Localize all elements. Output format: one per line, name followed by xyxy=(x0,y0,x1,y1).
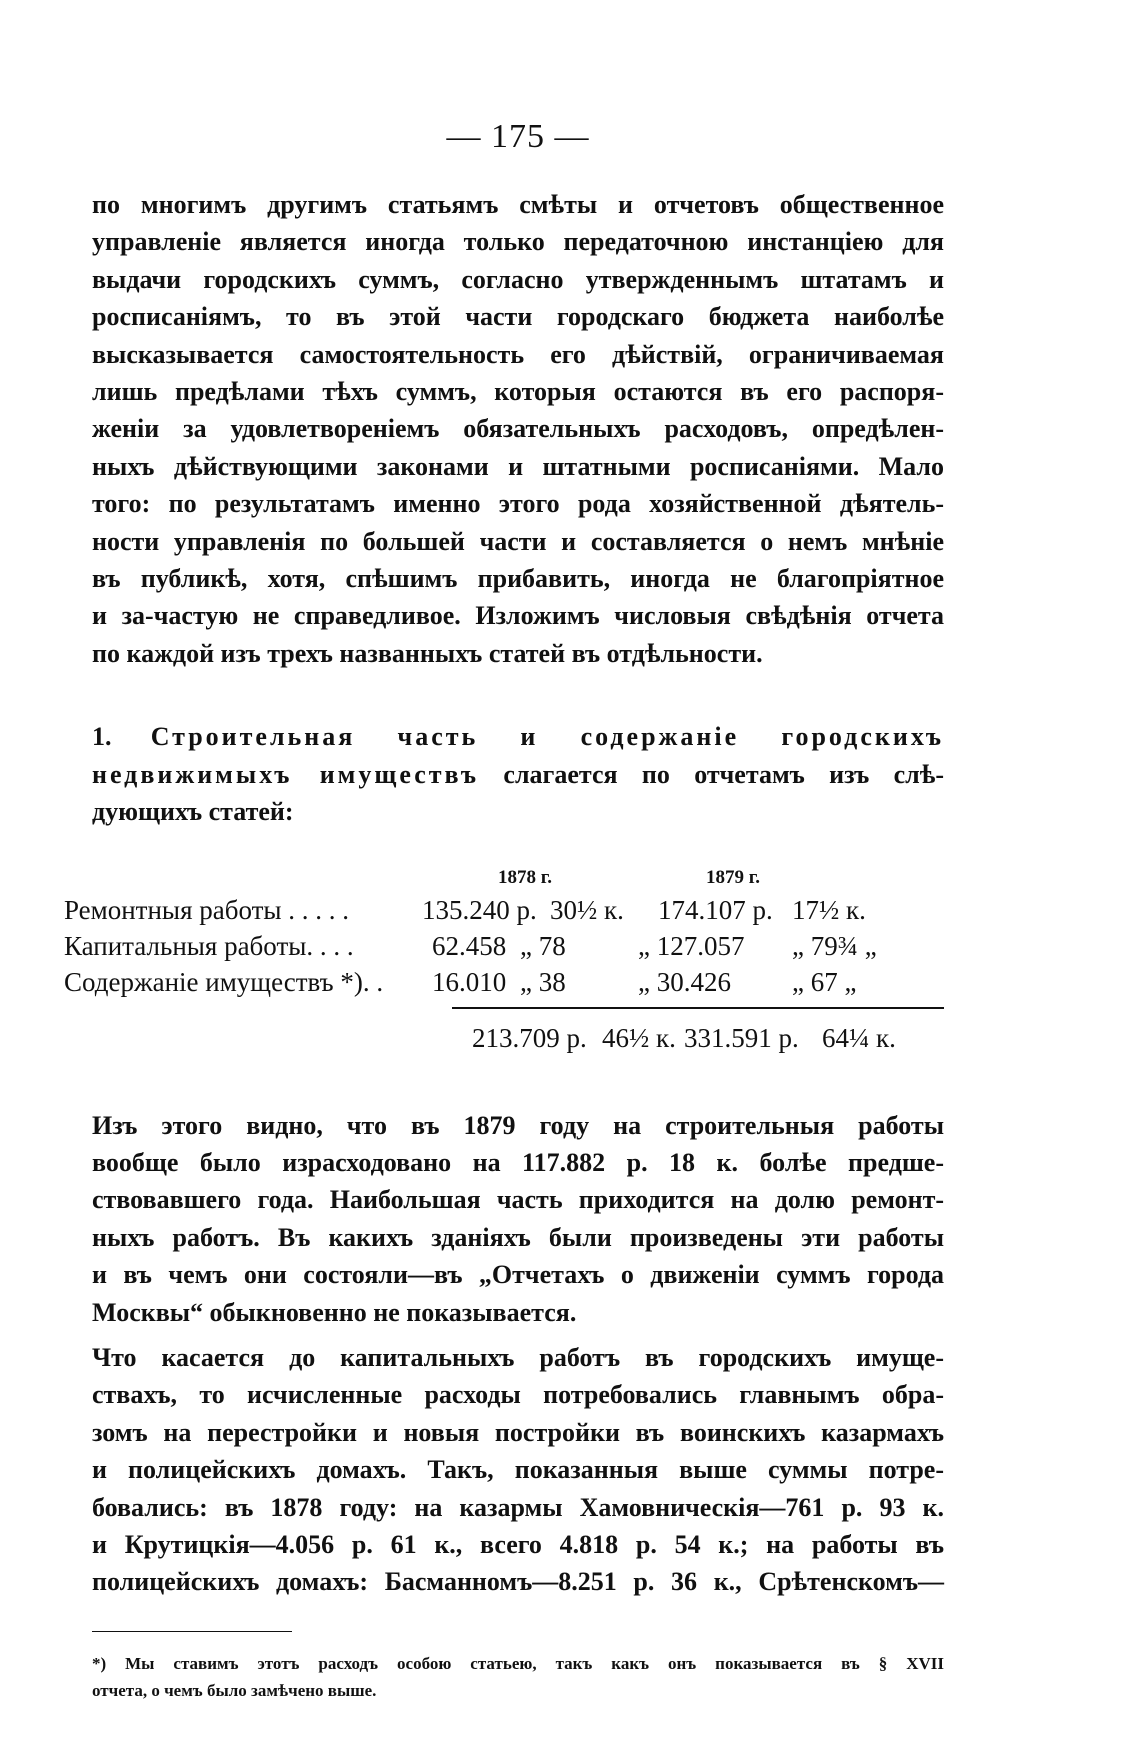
row-label: Капитальныя работы. . . . xyxy=(64,930,354,961)
text-line: полицейскихъ домахъ: Басманномъ—8.251 р. 36 к., Срѣтенскомъ— xyxy=(92,1567,944,1597)
column-header-1878: 1878 г. xyxy=(498,866,552,888)
text-line: ныхъ дѣйствующими законами и штатными росписаніями. Мало xyxy=(92,451,944,481)
text-line: зомъ на перестройки и новыя постройки въ воинскихъ казармахъ xyxy=(92,1417,944,1447)
text-line: ности управленія по большей части и составляется о немъ мнѣніе xyxy=(92,526,944,556)
paragraph-capital-works xyxy=(92,1339,944,1601)
text-line: вообще было израсходовано на 117.882 р. 18 к. болѣе предше- xyxy=(92,1147,944,1177)
cell-1878-rub: 135.240 р. xyxy=(422,894,537,925)
total-1879-kop: 64¼ к. xyxy=(822,1022,896,1053)
text-line: управленіе является иногда только передаточною инстанціею для xyxy=(92,227,944,257)
section-line-2 xyxy=(92,756,944,793)
cell-1878-kop: „ 78 xyxy=(520,930,566,961)
row-label: Содержаніе имуществъ *). . xyxy=(64,966,384,997)
cell-1879-kop: „ 79¾ „ xyxy=(792,930,877,961)
text-line: ныхъ работъ. Въ какихъ зданіяхъ были произведены эти работы xyxy=(92,1222,944,1252)
text-line: и за-частую не справедливое. Изложимъ числовыя свѣдѣнія отчета xyxy=(92,601,944,631)
cell-1878-kop: „ 38 xyxy=(520,966,566,997)
text-line: росписаніямъ, то въ этой части городскаго бюджета наиболѣе xyxy=(92,302,944,332)
text-line: выдачи городскихъ суммъ, согласно утвержденнымъ штатамъ и xyxy=(92,264,944,294)
text-line: по многимъ другимъ статьямъ смѣты и отчетовъ общественное xyxy=(92,190,944,219)
text-line: по каждой изъ трехъ названныхъ статей въ отдѣльности. xyxy=(92,638,763,668)
table-row xyxy=(64,966,944,1003)
text-line: высказывается самостоятельность его дѣйствій, ограничиваемая xyxy=(92,339,944,369)
paragraph-construction-summary xyxy=(92,1107,944,1331)
cell-1879-rub: 174.107 р. xyxy=(658,894,773,925)
page xyxy=(64,118,945,1704)
text-line: ствахъ, то исчисленные расходы потребовались главнымъ обра- xyxy=(92,1380,944,1410)
text-line: и въ чемъ они состояли—въ „Отчетахъ о движеніи суммъ города xyxy=(92,1260,944,1290)
section-text: слагается по отчетамъ изъ слѣ- xyxy=(503,759,944,789)
text-line: бовались: въ 1878 году: на казармы Хамовническія—761 р. 93 к. xyxy=(92,1492,944,1522)
text-line: Что касается до капитальныхъ работъ въ городскихъ имуще- xyxy=(92,1342,944,1372)
section-line-3: дующихъ статей: xyxy=(92,797,294,827)
page-number: — 175 — xyxy=(446,118,590,155)
footnote-divider xyxy=(92,1631,292,1632)
total-1879-rub: 331.591 р. xyxy=(684,1022,799,1053)
row-label: Ремонтныя работы . . . . . xyxy=(64,894,350,925)
text-line: ствовавшего года. Наибольшая часть приходится на долю ремонт- xyxy=(92,1185,944,1215)
table-row xyxy=(64,930,944,967)
text-line: Изъ этого видно, что въ 1879 году на строительныя работы xyxy=(92,1110,944,1140)
text-line: и полицейскихъ домахъ. Такъ, показанныя выше суммы потре- xyxy=(92,1455,944,1485)
footnote-line: отчета, о чемъ было замѣчено выше. xyxy=(92,1680,377,1700)
cell-1879-rub: „ 30.426 xyxy=(638,966,731,997)
intro-paragraph xyxy=(92,186,944,672)
section-title-part-2: недвижимыхъ имуществъ xyxy=(92,759,480,789)
total-divider xyxy=(452,1007,944,1009)
text-line: лишь предѣлами тѣхъ суммъ, которыя остаются въ его распоря- xyxy=(92,377,944,407)
section-line-1 xyxy=(92,718,944,755)
section-number: 1. xyxy=(92,722,112,752)
table-total-row xyxy=(92,1023,944,1059)
text-line: и Крутицкія—4.056 р. 61 к., всего 4.818 р. 54 к.; на работы въ xyxy=(92,1529,944,1559)
footnote xyxy=(92,1650,944,1704)
cell-1878-kop: 30½ к. xyxy=(550,894,624,925)
text-line: того: по результатамъ именно этого рода хозяйственной дѣятель- xyxy=(92,489,944,519)
section-heading xyxy=(92,718,944,830)
cell-1879-kop: „ 67 „ xyxy=(792,966,857,997)
cell-1878-rub: 16.010 xyxy=(432,966,507,997)
cell-1879-rub: „ 127.057 xyxy=(638,930,745,961)
table-header xyxy=(92,855,944,895)
footnote-line: *) Мы ставимъ этотъ расходъ особою статьею, такъ какъ онъ показывается въ § XVII xyxy=(92,1653,944,1673)
cell-1879-kop: 17½ к. xyxy=(792,894,866,925)
expense-table xyxy=(64,855,944,1059)
table-row xyxy=(64,894,944,931)
total-1878-rub: 213.709 р. xyxy=(472,1022,587,1053)
table-rule-wrap xyxy=(92,1003,944,1011)
cell-1878-rub: 62.458 xyxy=(432,930,507,961)
total-1878-kop: 46½ к. xyxy=(602,1022,676,1053)
text-line: Москвы“ обыкновенно не показывается. xyxy=(92,1297,577,1327)
text-line: въ публикѣ, хотя, спѣшимъ прибавить, иногда не благопріятное xyxy=(92,564,944,594)
text-line: женіи за удовлетвореніемъ обязательныхъ расходовъ, опредѣлен- xyxy=(92,414,944,444)
column-header-1879: 1879 г. xyxy=(706,866,760,888)
section-title-part-1: Строительная часть и содержаніе городскихъ xyxy=(150,722,945,752)
